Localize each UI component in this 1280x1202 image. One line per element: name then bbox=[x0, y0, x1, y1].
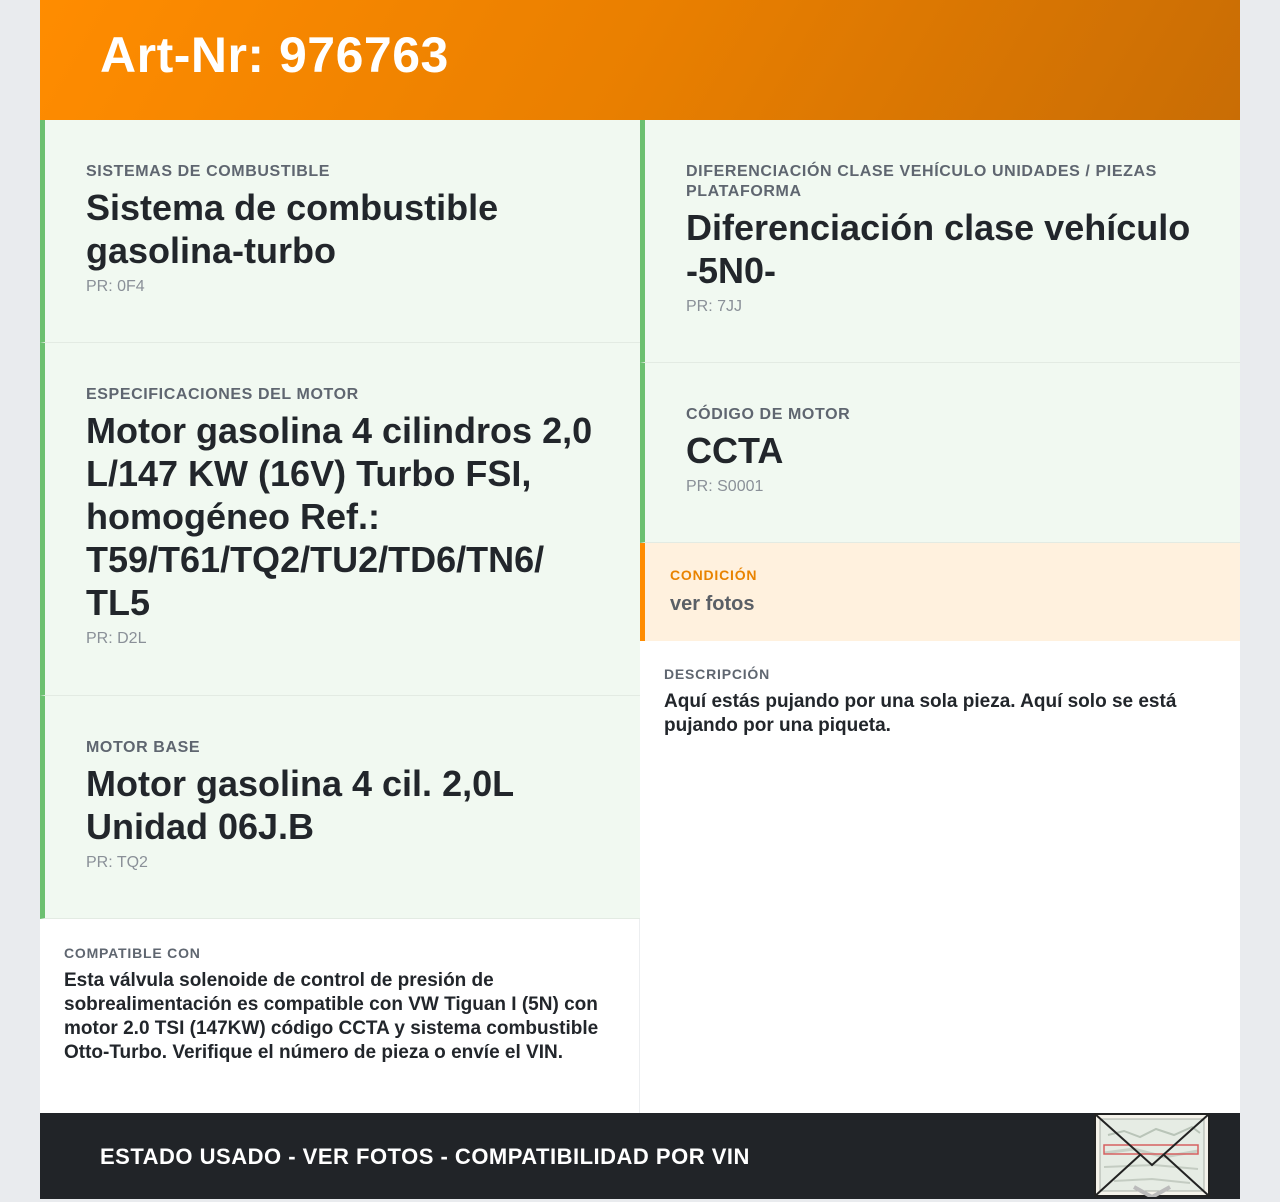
card-value: Sistema de combustible gasolina-turbo bbox=[86, 187, 499, 271]
condition-label: CONDICIÓN bbox=[670, 567, 758, 583]
card-value: Motor gasolina 4 cil. 2,0L Unidad 06J.B bbox=[86, 763, 514, 847]
description-label: DESCRIPCIÓN bbox=[664, 666, 771, 682]
card-pr-code: PR: S0001 bbox=[686, 478, 764, 495]
card-fuel-system bbox=[40, 120, 640, 343]
card-pr-code: PR: D2L bbox=[86, 630, 147, 647]
card-engine-code bbox=[640, 363, 1240, 543]
card-value: Diferenciación clase vehículo -5N0- bbox=[686, 207, 1191, 291]
card-pr-code: PR: 0F4 bbox=[86, 278, 145, 295]
compatible-section bbox=[64, 945, 620, 1065]
header-banner bbox=[40, 0, 1240, 120]
article-number-title: Art-Nr: 976763 bbox=[100, 27, 449, 83]
card-label: SISTEMAS DE COMBUSTIBLE bbox=[86, 163, 331, 180]
card-label: ESPECIFICACIONES DEL MOTOR bbox=[86, 386, 359, 403]
compatible-label: COMPATIBLE CON bbox=[64, 945, 201, 961]
card-engine-specs bbox=[40, 343, 640, 696]
footer-text: ESTADO USADO - VER FOTOS - COMPATIBILIDAD POR VIN bbox=[100, 1144, 750, 1169]
compatible-text: Esta válvula solenoide de control de presión de sobrealimentación es compatible con VW Tiguan I (5N) con motor 2.0 TSI (147KW) código CCTA y sistema combustible Otto-Turbo. Verifique el número de pieza o envíe el VIN. bbox=[64, 970, 599, 1063]
card-base-engine bbox=[40, 696, 640, 919]
card-pr-code: PR: TQ2 bbox=[86, 854, 148, 871]
envelope-stamp-icon bbox=[1094, 1113, 1210, 1197]
product-sheet bbox=[40, 0, 1240, 1199]
card-value: Motor gasolina 4 cilindros 2,0 L/147 KW (16V) Turbo FSI, homogéneo Ref.: T59/T61/TQ2/TU2/TD6/TN6/ TL5 bbox=[86, 410, 593, 623]
description-section bbox=[664, 666, 1224, 738]
condition-value: ver fotos bbox=[670, 593, 755, 615]
card-label: MOTOR BASE bbox=[86, 739, 201, 756]
card-label: CÓDIGO DE MOTOR bbox=[686, 406, 851, 423]
card-label: DIFERENCIACIÓN CLASE VEHÍCULO UNIDADES / PIEZAS PLATAFORMA bbox=[686, 163, 1157, 200]
card-value: CCTA bbox=[686, 430, 784, 471]
condition-box bbox=[640, 543, 1240, 641]
description-text: Aquí estás pujando por una sola pieza. Aquí solo se está pujando por una piqueta. bbox=[664, 691, 1177, 736]
column-divider bbox=[639, 919, 640, 1113]
card-vehicle-class bbox=[640, 120, 1240, 363]
footer-bar bbox=[40, 1113, 1240, 1199]
card-pr-code: PR: 7JJ bbox=[686, 298, 743, 315]
